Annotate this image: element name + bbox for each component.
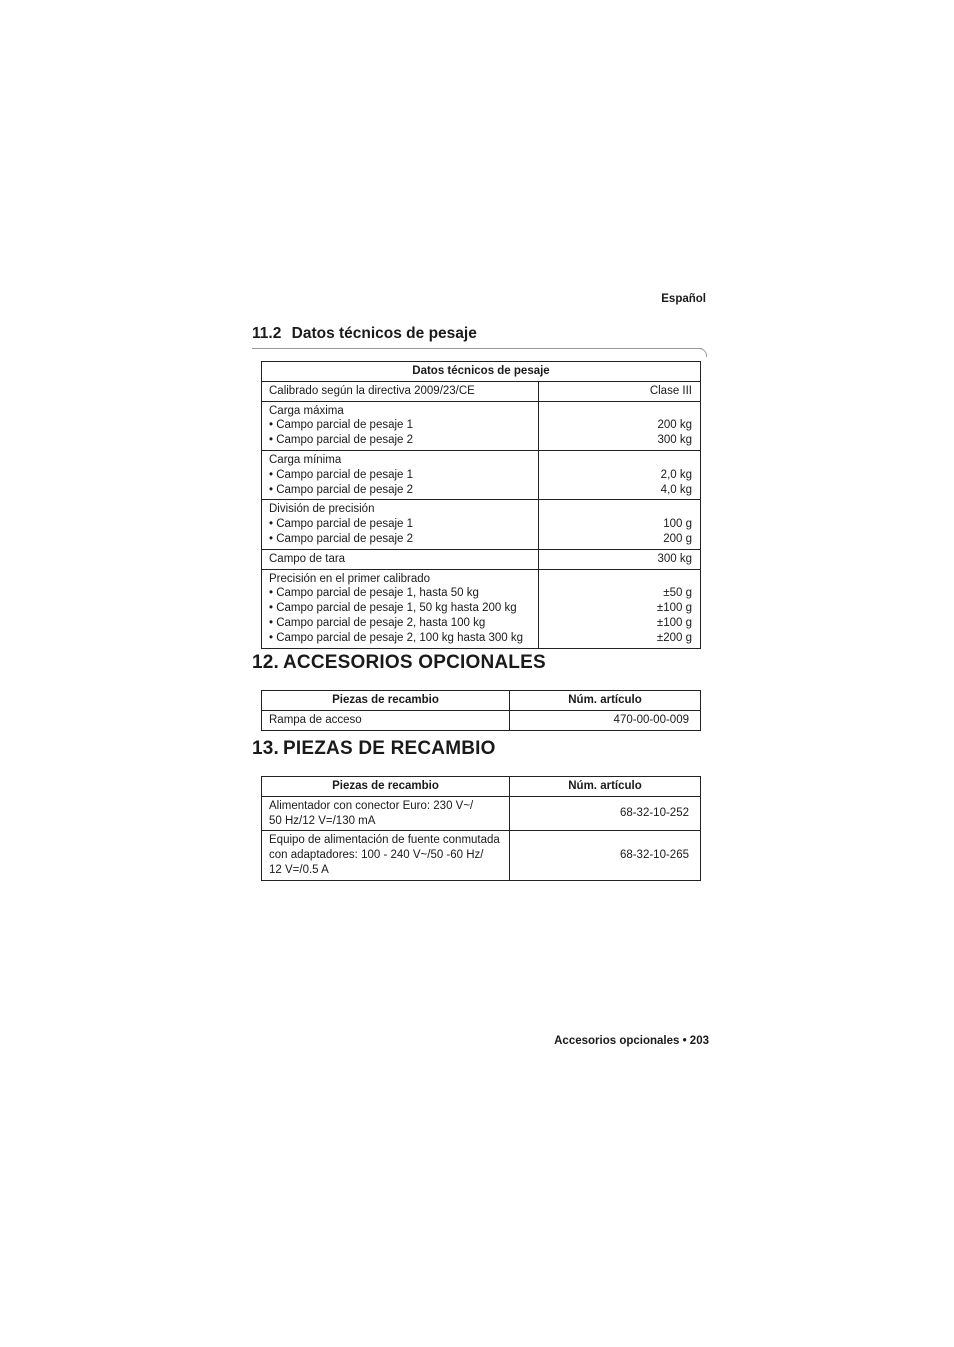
table-row bbox=[262, 381, 701, 401]
spec-item: • Campo parcial de pesaje 2, hasta 100 kg bbox=[269, 616, 486, 629]
spec-label: Precisión en el primer calibrado bbox=[269, 572, 431, 585]
part-number: 68-32-10-252 bbox=[510, 796, 701, 831]
spec-item: • Campo parcial de pesaje 2, 100 kg hasta 300 kg bbox=[269, 631, 523, 644]
part-name-line: con adaptadores: 100 - 240 V~/50 -60 Hz/ bbox=[269, 849, 484, 862]
column-header: Núm. artículo bbox=[510, 777, 701, 797]
part-number: 470-00-00-009 bbox=[510, 710, 701, 730]
weighing-specs-table bbox=[261, 361, 701, 649]
part-name-line: 12 V=/0.5 A bbox=[269, 863, 329, 876]
table-row bbox=[262, 500, 701, 549]
table-row bbox=[262, 831, 701, 880]
page-language-label: Español bbox=[661, 293, 706, 305]
spec-item: • Campo parcial de pesaje 1 bbox=[269, 518, 414, 531]
part-name: Rampa de acceso bbox=[262, 710, 510, 730]
table-header: Datos técnicos de pesaje bbox=[262, 362, 701, 382]
part-name-line: Equipo de alimentación de fuente conmutada bbox=[269, 834, 500, 847]
spec-value: ±100 g bbox=[656, 602, 692, 615]
table-row bbox=[262, 710, 701, 730]
part-name-line: 50 Hz/12 V=/130 mA bbox=[269, 814, 376, 827]
spec-value: 300 kg bbox=[539, 549, 701, 569]
spec-item: • Campo parcial de pesaje 2 bbox=[269, 483, 414, 496]
optional-accessories-table bbox=[261, 690, 701, 731]
spec-value-cell bbox=[539, 450, 701, 499]
chapter-number: 12. bbox=[252, 652, 280, 673]
spec-value: ±100 g bbox=[656, 616, 692, 629]
spec-item: • Campo parcial de pesaje 1, 50 kg hasta 200 kg bbox=[269, 602, 517, 615]
spec-label: Carga mínima bbox=[269, 453, 342, 466]
section-number: 11.2 bbox=[252, 325, 282, 342]
section-heading-11-2 bbox=[252, 325, 477, 343]
table-row bbox=[262, 450, 701, 499]
column-header: Núm. artículo bbox=[510, 691, 701, 711]
table-row bbox=[262, 569, 701, 648]
spec-value: 2,0 kg bbox=[660, 468, 692, 481]
spec-value-cell bbox=[539, 569, 701, 648]
section-title: Datos técnicos de pesaje bbox=[291, 325, 477, 342]
part-number: 68-32-10-265 bbox=[510, 831, 701, 880]
spec-item: • Campo parcial de pesaje 1 bbox=[269, 468, 414, 481]
spec-label: División de precisión bbox=[269, 503, 375, 516]
page-footer: Accesorios opcionales • 203 bbox=[554, 1035, 709, 1047]
spec-label: Campo de tara bbox=[262, 549, 539, 569]
part-name-cell bbox=[262, 831, 510, 880]
spec-value: ±200 g bbox=[656, 631, 692, 644]
spare-parts-table bbox=[261, 776, 701, 881]
table-header-row bbox=[262, 691, 701, 711]
spec-label-cell bbox=[262, 450, 539, 499]
table-header-row bbox=[262, 777, 701, 797]
spec-label: Carga máxima bbox=[269, 404, 344, 417]
spec-value: ±50 g bbox=[663, 587, 692, 600]
section-divider-corner bbox=[698, 348, 707, 357]
spec-item: • Campo parcial de pesaje 2 bbox=[269, 434, 414, 447]
spec-value: 300 kg bbox=[657, 434, 692, 447]
table-header-row bbox=[262, 362, 701, 382]
spec-value: Clase III bbox=[539, 381, 701, 401]
spec-label-cell bbox=[262, 401, 539, 450]
chapter-title: ACCESORIOS OPCIONALES bbox=[283, 652, 546, 673]
part-name-cell bbox=[262, 796, 510, 831]
spec-value-cell bbox=[539, 401, 701, 450]
spec-value: 100 g bbox=[663, 518, 692, 531]
spec-value: 200 kg bbox=[657, 419, 692, 432]
chapter-heading-12 bbox=[252, 652, 546, 674]
part-name-line: Alimentador con conector Euro: 230 V~/ bbox=[269, 799, 474, 812]
spec-value: 200 g bbox=[663, 532, 692, 545]
spec-label: Calibrado según la directiva 2009/23/CE bbox=[262, 381, 539, 401]
table-row bbox=[262, 549, 701, 569]
chapter-title: PIEZAS DE RECAMBIO bbox=[283, 738, 496, 759]
chapter-heading-13 bbox=[252, 738, 496, 760]
column-header: Piezas de recambio bbox=[262, 777, 510, 797]
spec-value: 4,0 kg bbox=[660, 483, 692, 496]
section-divider bbox=[252, 348, 702, 349]
spec-value-cell bbox=[539, 500, 701, 549]
spec-item: • Campo parcial de pesaje 2 bbox=[269, 532, 414, 545]
spec-label-cell bbox=[262, 500, 539, 549]
column-header: Piezas de recambio bbox=[262, 691, 510, 711]
spec-item: • Campo parcial de pesaje 1 bbox=[269, 419, 414, 432]
chapter-number: 13. bbox=[252, 738, 280, 759]
table-row bbox=[262, 401, 701, 450]
table-row bbox=[262, 796, 701, 831]
spec-item: • Campo parcial de pesaje 1, hasta 50 kg bbox=[269, 587, 479, 600]
spec-label-cell bbox=[262, 569, 539, 648]
